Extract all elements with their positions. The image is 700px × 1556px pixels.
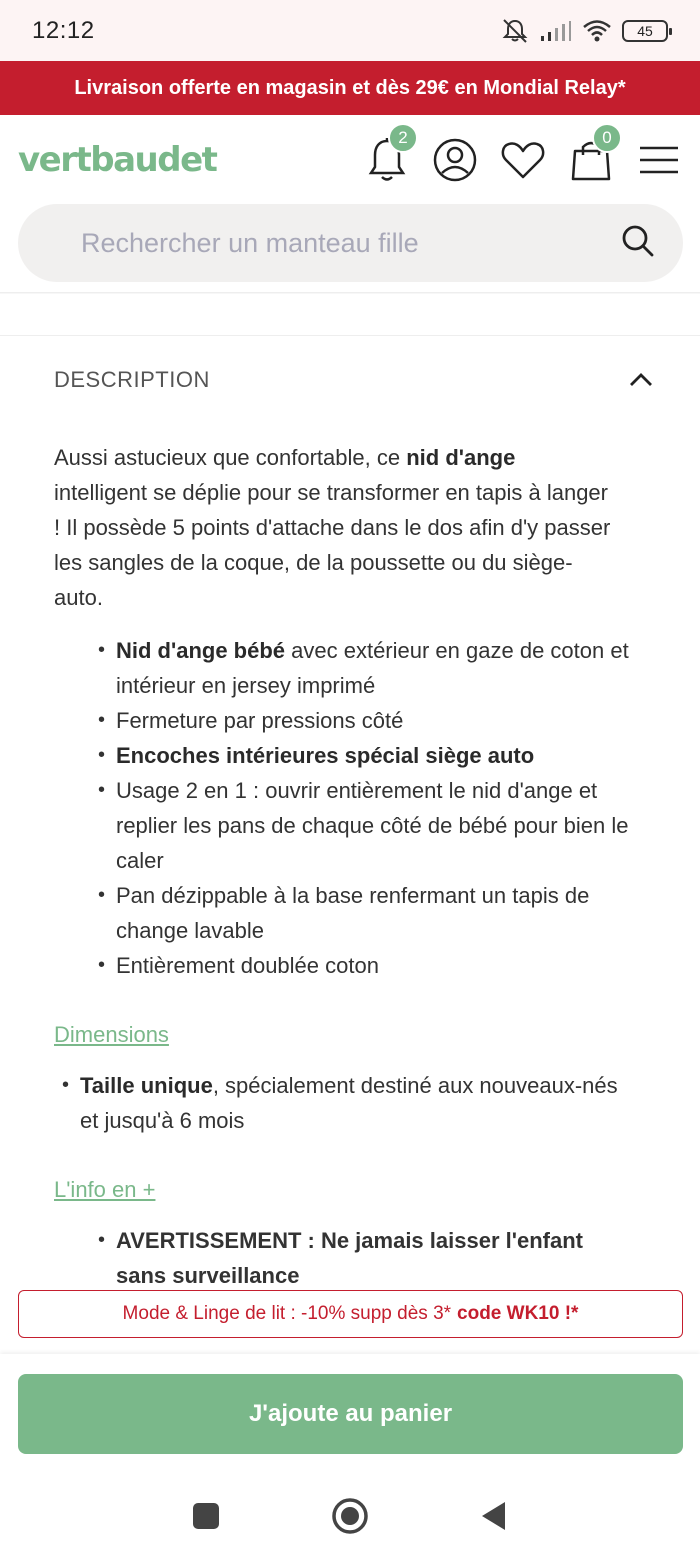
list-item <box>116 948 656 983</box>
feature-text: Entièrement doublée coton <box>116 953 379 978</box>
system-nav-bar <box>0 1476 700 1556</box>
nav-home-icon[interactable] <box>331 1497 369 1535</box>
list-item <box>116 738 656 773</box>
header-divider <box>0 292 700 294</box>
feature-bold: Nid d'ange bébé <box>116 638 286 663</box>
info-link[interactable]: L'info en + <box>54 1177 156 1202</box>
nav-recents-icon[interactable] <box>191 1501 221 1531</box>
dimensions-link[interactable]: Dimensions <box>54 1022 169 1047</box>
features-list <box>116 633 656 983</box>
description-title: DESCRIPTION <box>54 367 210 392</box>
search-button[interactable] <box>621 224 655 263</box>
wishlist-heart-icon <box>500 139 546 181</box>
status-bar <box>0 0 700 61</box>
cart-button[interactable] <box>568 128 614 183</box>
wifi-icon <box>582 19 612 43</box>
description-accordion-header[interactable] <box>54 360 654 400</box>
description-content <box>54 440 654 1293</box>
search-input[interactable] <box>81 228 621 259</box>
mute-icon <box>500 18 530 44</box>
intro-text-2: intelligent se déplie pour se transformer en tapis à langer ! Il possède 5 points d'attache dans le dos afin d'y passer les sangles de la coque, de la poussette ou du siège-auto. <box>54 480 611 610</box>
nav-back-icon[interactable] <box>479 1500 509 1532</box>
feature-text: Pan dézippable à la base renfermant un tapis de change lavable <box>116 883 590 943</box>
add-to-cart-button[interactable]: J'ajoute au panier <box>18 1374 683 1454</box>
feature-text: avec extérieur en gaze de coton et intérieur en jersey imprimé <box>116 638 629 698</box>
section-divider <box>0 335 700 336</box>
list-item <box>116 703 656 738</box>
offer-code: code WK10 !* <box>457 1303 579 1324</box>
chevron-up-icon <box>628 372 654 388</box>
list-item <box>80 1068 625 1138</box>
status-time: 12:12 <box>32 16 95 44</box>
status-icons <box>500 18 668 44</box>
promo-banner-text: Livraison offerte en magasin et dès 29€ en Mondial Relay* <box>74 76 626 99</box>
wishlist-button[interactable] <box>500 137 546 183</box>
search-bar <box>18 204 683 282</box>
menu-icon <box>638 144 680 176</box>
promo-banner[interactable] <box>0 61 700 115</box>
account-button[interactable] <box>432 137 478 183</box>
notifications-badge: 2 <box>388 123 418 153</box>
intro-text-1: Aussi astucieux que confortable, ce <box>54 445 407 470</box>
list-item <box>116 878 656 948</box>
dimensions-bold: Taille unique <box>80 1073 213 1098</box>
notifications-button[interactable] <box>364 128 410 183</box>
header-icons <box>364 128 682 183</box>
dimensions-list <box>80 1068 625 1138</box>
list-item <box>116 633 656 703</box>
menu-button[interactable] <box>636 137 682 183</box>
site-header <box>0 115 700 205</box>
intro-bold: nid d'ange <box>406 445 516 470</box>
feature-bold: Encoches intérieures spécial siège auto <box>116 743 535 768</box>
battery-indicator <box>622 20 668 42</box>
bottom-panel <box>0 1354 700 1556</box>
warning-text: AVERTISSEMENT : Ne jamais laisser l'enfant sans surveillance <box>116 1228 583 1288</box>
offer-text: Mode & Linge de lit : -10% supp dès 3* <box>122 1303 452 1324</box>
warning-list <box>116 1223 636 1293</box>
offer-bar[interactable] <box>18 1290 683 1338</box>
feature-text: Usage 2 en 1 : ouvrir entièrement le nid d'ange et replier les pans de chaque côté de bébé pour bien le caler <box>116 778 629 873</box>
account-icon <box>432 137 478 183</box>
feature-text: Fermeture par pressions côté <box>116 708 404 733</box>
list-item <box>116 1223 636 1293</box>
dimensions-text: , spécialement destiné aux nouveaux-nés et jusqu'à 6 mois <box>80 1073 618 1133</box>
search-icon <box>621 224 655 258</box>
battery-level: 45 <box>637 22 653 39</box>
cart-badge: 0 <box>592 123 622 153</box>
description-intro <box>54 440 614 615</box>
brand-logo[interactable]: vertbaudet <box>18 140 217 180</box>
list-item <box>116 773 656 878</box>
signal-icon <box>540 20 572 42</box>
